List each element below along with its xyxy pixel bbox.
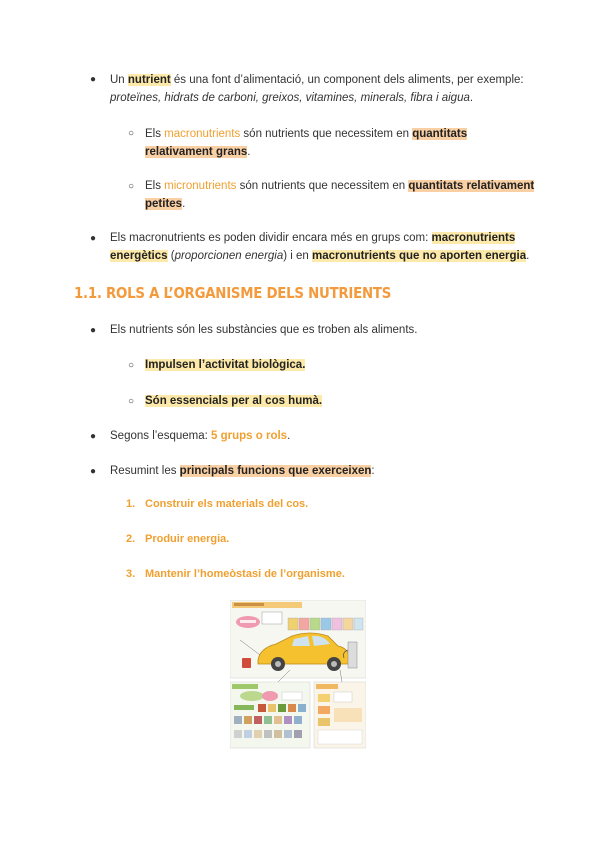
bullet-disc-icon: ● [90, 466, 97, 477]
paragraph-macronutrient-groups: Els macronutrients es poden dividir encara més en grups com: macronutrients energètics (proporcionen energia) i en macronutrients que no aporten energia. [110, 232, 530, 262]
list-number: 2. [126, 533, 136, 545]
fuel-can-icon [242, 658, 251, 668]
charger-icon [348, 642, 357, 668]
paragraph-micronutrients: Els micronutrients són nutrients que necessitem en quantitats relativament petites. [145, 180, 535, 210]
bullet-circle-icon: ○ [128, 396, 135, 407]
bullet-disc-icon: ● [90, 325, 97, 336]
list-item: Mantenir l’homeòstasi de l’organisme. [145, 568, 345, 580]
nutrients-car-illustration [230, 600, 366, 750]
bullet-disc-icon: ● [90, 431, 97, 442]
bullet-disc-icon: ● [90, 233, 97, 244]
section-heading: 1.1. ROLS A L’ORGANISME DELS NUTRIENTS [74, 284, 392, 302]
food-icons-row [288, 618, 363, 630]
list-number: 3. [126, 568, 136, 580]
list-item: Produir energia. [145, 533, 230, 545]
bullet-disc-icon: ● [90, 74, 97, 85]
list-number: 1. [126, 498, 136, 510]
term-micronutrients: micronutrients [164, 180, 237, 192]
paragraph-scheme: Segons l’esquema: 5 grups o rols. [110, 430, 291, 442]
nutrient-examples: proteïnes, hidrats de carboni, greixos, vitamines, minerals, fibra i aigua [110, 92, 470, 104]
bullet-circle-icon: ○ [128, 128, 135, 139]
sub-item-biological-activity: Impulsen l’activitat biològica. [145, 359, 306, 371]
term-macronutrients: macronutrients [164, 128, 241, 140]
paragraph-summary: Resumint les principals funcions que exerceixen: [110, 465, 375, 477]
keyword-nutrient: nutrient [127, 74, 171, 86]
list-item: Construir els materials del cos. [145, 498, 309, 510]
bullet-circle-icon: ○ [128, 181, 135, 192]
paragraph-nutrients-substances: Els nutrients són les substàncies que es troben als aliments. [110, 324, 418, 336]
bullet-circle-icon: ○ [128, 360, 135, 371]
paragraph-macronutrients: Els macronutrients són nutrients que necessitem en quantitats relativament grans. [145, 128, 468, 158]
paragraph-nutrient-definition: Un nutrient és una font d’alimentació, un component dels aliments, per exemple: proteïnes, hidrats de carboni, greixos, vitamines, minerals, fibra i aigua. [110, 74, 524, 104]
sub-item-essential: Són essencials per al cos humà. [145, 395, 323, 407]
